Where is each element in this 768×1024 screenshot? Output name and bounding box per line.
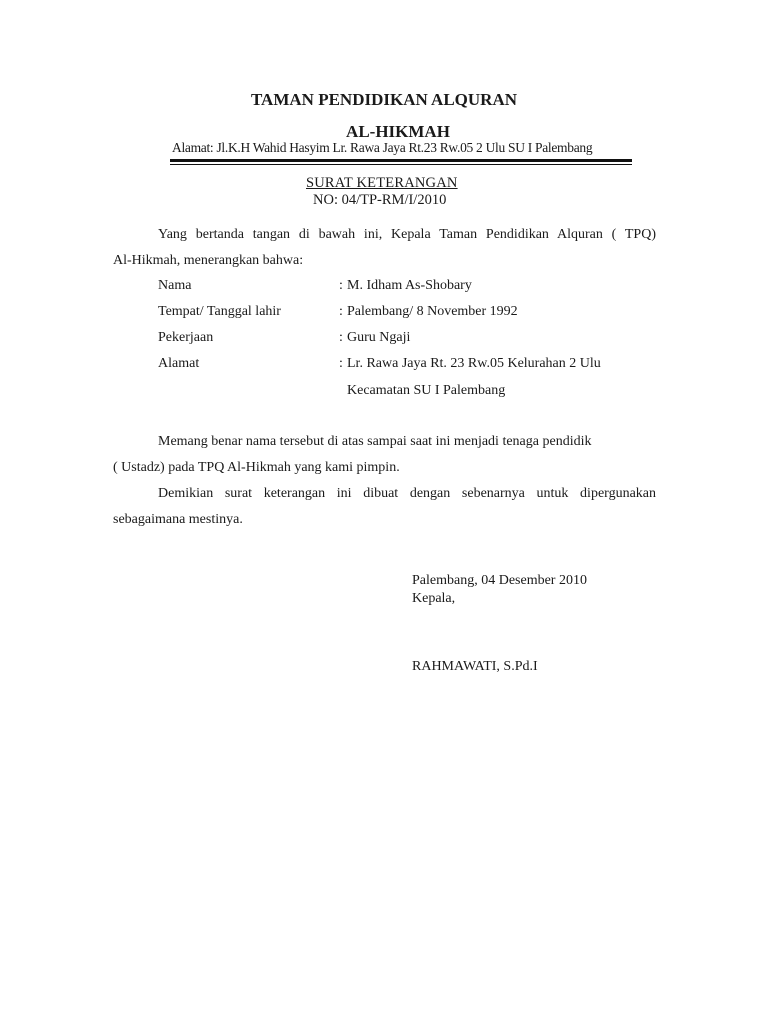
field-separator: : [339,278,343,293]
header-rule-thin [170,164,632,165]
institution-subname: AL-HIKMAH [346,122,450,141]
closing-line-2: sebagaimana mestinya. [113,512,243,527]
field-separator: : [339,304,343,319]
field-value-ttl: Palembang/ 8 November 1992 [347,304,518,319]
closing-line-1: Demikian surat keterangan ini dibuat dengan sebenarnya untuk dipergunakan [158,486,656,501]
field-value-alamat: Lr. Rawa Jaya Rt. 23 Rw.05 Kelurahan 2 Ulu [347,356,601,371]
field-label-nama: Nama [158,278,192,293]
institution-name: TAMAN PENDIDIKAN ALQURAN [250,90,518,109]
statement-line-2: ( Ustadz) pada TPQ Al-Hikmah yang kami pimpin. [113,460,400,475]
field-label-pekerjaan: Pekerjaan [158,330,214,345]
letter-number: NO: 04/TP-RM/I/2010 [313,192,447,208]
field-separator: : [339,356,343,371]
field-label-alamat: Alamat [158,356,200,371]
intro-line-1: Yang bertanda tangan di bawah ini, Kepala Taman Pendidikan Alquran ( TPQ) [158,227,656,242]
header-rule-thick [170,159,632,162]
field-value-nama: M. Idham As-Shobary [347,278,472,293]
signature-name: RAHMAWATI, S.Pd.I [412,659,538,674]
field-value-alamat-line-2: Kecamatan SU I Palembang [347,383,506,398]
field-label-ttl: Tempat/ Tanggal lahir [158,304,281,319]
institution-address: Alamat: Jl.K.H Wahid Hasyim Lr. Rawa Jaya Rt.23 Rw.05 2 Ulu SU I Palembang [172,140,593,155]
signature-position: Kepala, [412,591,456,606]
statement-line-1: Memang benar nama tersebut di atas sampai saat ini menjadi tenaga pendidik [158,434,592,449]
field-separator: : [339,330,343,345]
intro-line-2: Al-Hikmah, menerangkan bahwa: [113,253,304,268]
field-value-pekerjaan: Guru Ngaji [347,330,411,345]
letter-title: SURAT KETERANGAN [306,175,458,191]
signature-place-date: Palembang, 04 Desember 2010 [412,573,587,588]
